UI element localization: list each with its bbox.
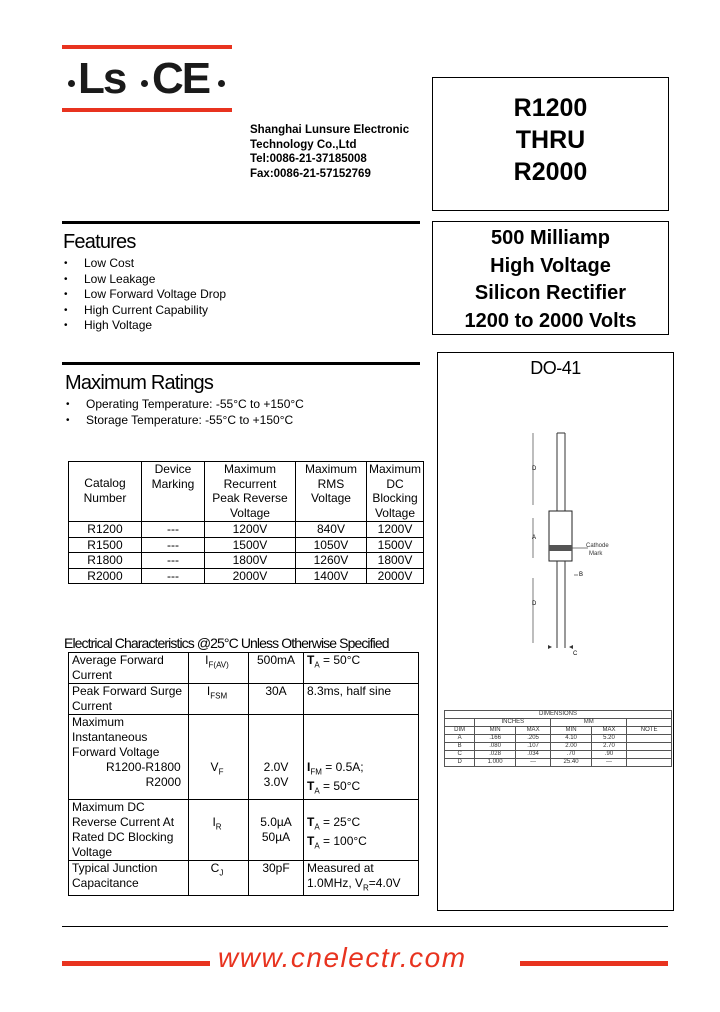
list-item: • High Current Capability: [64, 303, 226, 319]
dims-title: DIMENSIONS: [445, 711, 672, 719]
table-cell: ---: [591, 759, 626, 767]
table-cell: R1800: [69, 553, 142, 569]
table-row: [69, 537, 424, 553]
list-item: • Low Leakage: [64, 272, 226, 288]
table-cell: 25.40: [551, 759, 592, 767]
description-line4: 1200 to 2000 Volts: [464, 309, 637, 332]
table-cell: [627, 743, 672, 751]
table-cell: [627, 719, 672, 727]
table-cell: 1200V: [204, 522, 295, 538]
table-cell: B: [445, 743, 475, 751]
table-cell: 2.00: [551, 743, 592, 751]
header-recurrent-peak-reverse-voltage: Maximum Recurrent Peak Reverse Voltage: [204, 462, 295, 522]
header-dc-blocking-voltage: Maximum DC Blocking Voltage: [366, 462, 423, 522]
table-row: [445, 759, 672, 767]
part-number-line3: R2000: [513, 158, 588, 186]
footer-bar-right: [520, 961, 668, 966]
table-cell: .028: [475, 751, 516, 759]
max-ratings-list: [66, 397, 304, 428]
table-cell: 1800V: [204, 553, 295, 569]
package-box: [437, 352, 674, 911]
table-cell: 1200V: [366, 522, 423, 538]
table-cell: 1400V: [295, 568, 366, 584]
company-info: [250, 123, 409, 181]
table-cell: 1500V: [366, 537, 423, 553]
table-cell: .034: [515, 751, 550, 759]
param-cell: Average Forward Current: [69, 653, 189, 684]
table-cell: 2000V: [204, 568, 295, 584]
dim-label-b: B: [579, 572, 584, 578]
table-cell: MIN: [475, 727, 516, 735]
table-row: [69, 653, 419, 684]
header-device-marking: Device Marking: [141, 462, 204, 522]
table-cell: 1260V: [295, 553, 366, 569]
dimensions-table: [444, 710, 672, 767]
condition-cell: 8.3ms, half sine: [304, 684, 419, 715]
features-title: Features: [63, 231, 136, 253]
condition-cell: $T_A = 50^\circ C$: [304, 653, 419, 684]
table-cell: 2000V: [366, 568, 423, 584]
table-cell: .080: [475, 743, 516, 751]
condition-cell: $I_{FM} = 0.5A$; $T_A = 50^\circ C$: [304, 715, 419, 800]
table-cell: INCHES: [475, 719, 551, 727]
company-name-line2: Technology Co.,Ltd: [250, 138, 357, 151]
table-cell: .90: [591, 751, 626, 759]
logo-dot-middle: [141, 80, 148, 87]
table-header-row: [69, 462, 424, 522]
table-row: [69, 553, 424, 569]
table-cell: .166: [475, 735, 516, 743]
table-row: [69, 860, 419, 895]
table-cell: MM: [551, 719, 627, 727]
list-item: • High Voltage: [64, 318, 226, 334]
header-rms-voltage: Maximum RMS Voltage: [295, 462, 366, 522]
list-item: • Storage Temperature: -55°C to +150°C: [66, 413, 304, 429]
max-ratings-rule: [62, 362, 420, 365]
features-list: [64, 256, 226, 334]
footer-divider: [62, 926, 668, 927]
footer-bar-left: [62, 961, 210, 966]
table-cell: D: [445, 759, 475, 767]
company-fax: Fax:0086-21-57152769: [250, 167, 371, 180]
table-cell: ---: [141, 553, 204, 569]
value-cell: 500mA: [249, 653, 304, 684]
logo-text-right: CE: [152, 54, 210, 103]
symbol-cell: $I_R$: [189, 799, 249, 860]
header-catalog-number: Catalog Number: [69, 462, 142, 522]
footer-url-link[interactable]: www.cnelectr.com: [218, 942, 467, 973]
table-cell: [627, 759, 672, 767]
symbol-cell: $V_F$: [189, 715, 249, 800]
dim-label-a: A: [532, 535, 537, 541]
table-row: [69, 522, 424, 538]
table-cell: 2.70: [591, 743, 626, 751]
table-row: [69, 684, 419, 715]
table-cell: C: [445, 751, 475, 759]
dim-label-d-top: D: [532, 466, 537, 472]
param-cell: Maximum DC Reverse Current At Rated DC Blocking Voltage: [69, 799, 189, 860]
list-item: • Low Cost: [64, 256, 226, 272]
table-row: [69, 799, 419, 860]
table-cell: 1050V: [295, 537, 366, 553]
cathode-mark-label: Cathode Mark: [586, 543, 609, 557]
table-cell: [445, 719, 475, 727]
list-item: • Low Forward Voltage Drop: [64, 287, 226, 303]
table-cell: A: [445, 735, 475, 743]
symbol-cell: $I_{F(AV)}$: [189, 653, 249, 684]
table-cell: .205: [515, 735, 550, 743]
list-item: • Operating Temperature: -55°C to +150°C: [66, 397, 304, 413]
table-cell: R1200: [69, 522, 142, 538]
logo-dot-right: [218, 80, 225, 87]
table-cell: 4.10: [551, 735, 592, 743]
part-number-line2: THRU: [515, 126, 586, 154]
logo-text-left: Ls: [78, 54, 126, 103]
description-line1: 500 Milliamp: [491, 227, 610, 249]
table-cell: 5.20: [591, 735, 626, 743]
table-cell: ---: [141, 568, 204, 584]
features-rule: [62, 221, 420, 224]
value-cell: 30pF: [249, 860, 304, 895]
company-name-line1: Shanghai Lunsure Electronic: [250, 124, 410, 136]
table-cell: 1500V: [204, 537, 295, 553]
table-row: [69, 568, 424, 584]
symbol-cell: $I_{FSM}$: [189, 684, 249, 715]
table-row: [445, 711, 672, 719]
table-row: [445, 751, 672, 759]
electrical-table: [68, 652, 419, 896]
table-cell: NOTE: [627, 727, 672, 735]
value-cell: 30A: [249, 684, 304, 715]
table-row: [445, 719, 672, 727]
description-line3: Silicon Rectifier: [474, 282, 627, 304]
table-cell: ---: [141, 537, 204, 553]
table-cell: 1800V: [366, 553, 423, 569]
dim-label-c: C: [573, 651, 578, 657]
table-cell: .70: [551, 751, 592, 759]
table-row: [445, 743, 672, 751]
part-number-box: [432, 77, 669, 211]
part-number-line1: R1200: [513, 94, 588, 122]
table-cell: 1.000: [475, 759, 516, 767]
table-cell: [627, 735, 672, 743]
table-row: [445, 727, 672, 735]
max-ratings-title: Maximum Ratings: [65, 372, 214, 394]
symbol-cell: $C_J$: [189, 860, 249, 895]
value-cell: 2.0V 3.0V: [249, 715, 304, 800]
param-cell: Typical Junction Capacitance: [69, 860, 189, 895]
table-cell: R2000: [69, 568, 142, 584]
ratings-table: [68, 461, 424, 584]
logo-top-bar: [62, 45, 232, 49]
table-cell: 840V: [295, 522, 366, 538]
table-cell: R1500: [69, 537, 142, 553]
table-cell: MAX: [591, 727, 626, 735]
table-cell: ---: [141, 522, 204, 538]
logo-dot-left: [68, 80, 75, 87]
param-cell: Maximum Instantaneous Forward Voltage R1200-R1800 R2000: [69, 715, 189, 800]
dim-label-d-bottom: D: [532, 601, 537, 607]
package-title: DO-41: [530, 358, 581, 378]
logo-bottom-bar: [62, 108, 232, 112]
company-tel: Tel:0086-21-37185008: [250, 153, 367, 165]
table-cell: .107: [515, 743, 550, 751]
table-row: [445, 735, 672, 743]
diode-outline-drawing: [438, 413, 675, 743]
table-cell: DIM: [445, 727, 475, 735]
param-cell: Peak Forward Surge Current: [69, 684, 189, 715]
table-cell: MAX: [515, 727, 550, 735]
electrical-title: Electrical Characteristics @25°C Unless Otherwise Specified: [64, 635, 389, 651]
condition-cell: $T_A = 25^\circ C$ $T_A = 100^\circ C$: [304, 799, 419, 860]
table-row: [69, 715, 419, 800]
value-cell: 5.0µA 50µA: [249, 799, 304, 860]
table-cell: [627, 751, 672, 759]
description-line2: High Voltage: [490, 254, 611, 277]
description-box: [432, 221, 669, 335]
condition-cell: Measured at 1.0MHz, $V_R=4.0V$: [304, 860, 419, 895]
table-cell: ---: [515, 759, 550, 767]
table-cell: MIN: [551, 727, 592, 735]
